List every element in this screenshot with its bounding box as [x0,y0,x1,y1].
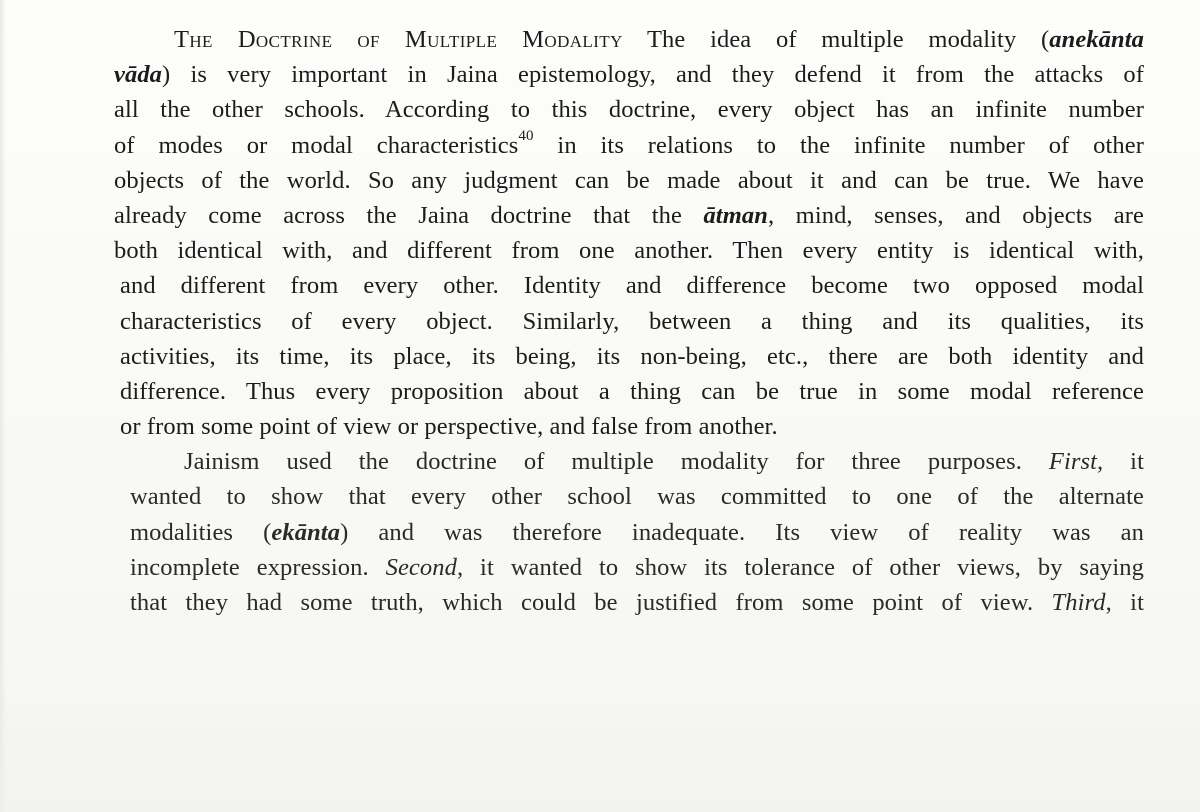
paragraph-line: activities, its time, its place, its being, its non-being, etc., there are both identity and [120,342,1144,370]
paragraph-line: objects of the world. So any judgment can be made about it and can be true. We have [114,166,1144,194]
page-bottom-shade [0,660,1200,812]
paragraph-line: and different from every other. Identity and difference become two opposed modal [120,272,1144,300]
footnote-marker: 40 [518,128,534,145]
paragraph-line: difference. Thus every proposition about a thing can be true in some modal reference [120,377,1144,405]
paragraph-line: wanted to show that every other school was committed to one of the alternate [130,483,1144,511]
paragraph-line: incomplete expression. Second, it wanted to show its tolerance of other views, by saying [130,553,1144,581]
paragraph-line: all the other schools. According to this doctrine, every object has an infinite number [114,96,1144,124]
section-heading: The Doctrine of Multiple Modality [174,26,623,53]
paragraph-multiple-modality [114,22,1144,444]
paragraph-line: Jainism used the doctrine of multiple modality for three purposes. First, it [184,448,1144,476]
paragraph-line: of modes or modal characteristics$^{40}$ in its relations to the infinite number of other [114,128,1144,159]
paragraph-line: already come across the Jaina doctrine that the ātman, mind, senses, and objects are [114,201,1144,229]
page-edge-shadow [0,0,6,812]
body-text [114,22,1144,620]
paragraph-line: or from some point of view or perspective, and false from another. [120,413,778,441]
paragraph-three-purposes [114,444,1144,620]
paragraph-line: The Doctrine of Multiple Modality The idea of multiple modality (anekānta [174,26,1144,53]
paragraph-line: characteristics of every object. Similarly, between a thing and its qualities, its [120,307,1144,335]
paragraph-line: that they had some truth, which could be justified from some point of view. Third, it [130,589,1144,616]
paragraph-line: vāda) is very important in Jaina epistemology, and they defend it from the attacks of [114,61,1144,89]
paragraph-line: modalities (ekānta) and was therefore inadequate. Its view of reality was an [130,518,1144,546]
paragraph-line: both identical with, and different from one another. Then every entity is identical with, [114,237,1144,265]
